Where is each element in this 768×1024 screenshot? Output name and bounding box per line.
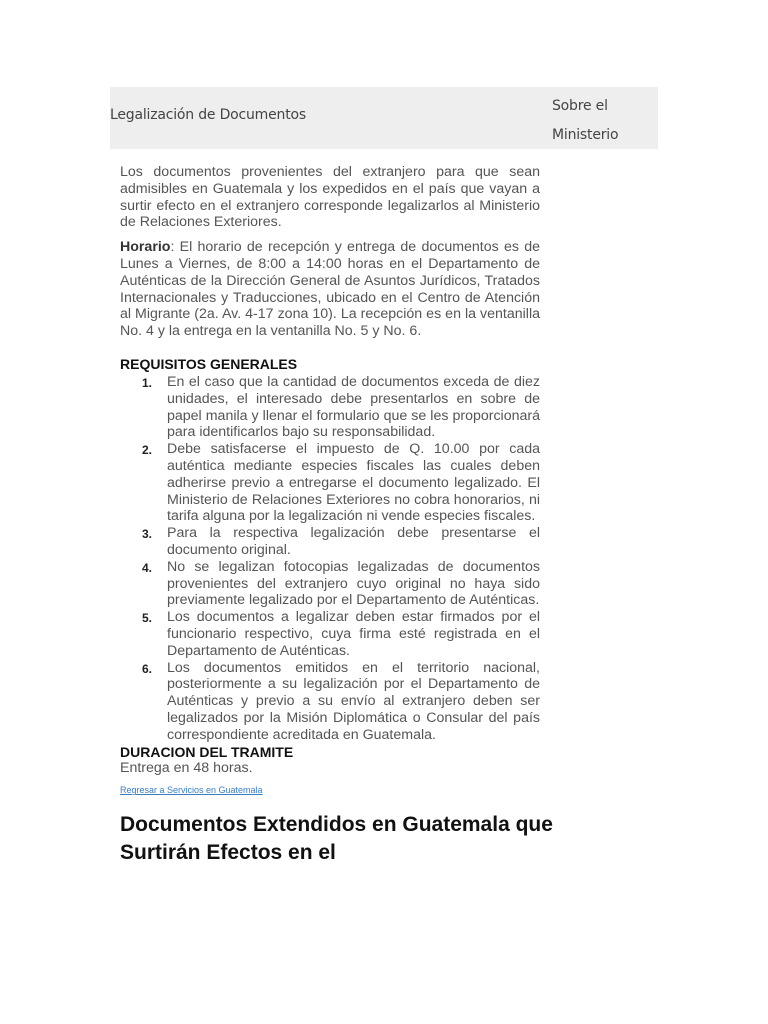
list-number: 3. — [142, 527, 153, 542]
requisitos-list — [120, 374, 540, 744]
horario-paragraph — [120, 239, 540, 340]
list-item — [120, 525, 540, 559]
header-title[interactable]: Legalización de Documentos — [110, 107, 306, 123]
list-text: Debe satisfacerse el impuesto de Q. 10.00 por cada auténtica mediante especies fiscales las cuales deben adherirse previo a entregarse el documento legalizado. El Ministerio de Relaciones Exteriores no cobra honorarios, ni tarifa alguna por la legalización ni vende especies fiscales. — [167, 441, 540, 525]
horario-text: : El horario de recepción y entrega de documentos es de Lunes a Viernes, de 8:00 a 14:00 horas en el Departamento de Auténticas de la Dirección General de Asuntos Jurídicos, Tratados Internacionales y Traducciones, ubicado en el Centro de Atención al Migrante (2a. Av. 4-17 zona 10). La recepción es en la ventanilla No. 4 y la entrega en la ventanilla No. 5 y No. 6. — [120, 239, 540, 340]
section-heading: Documentos Extendidos en Guatemala que Surtirán Efectos en el — [120, 813, 553, 865]
main-content — [120, 164, 553, 867]
list-text: No se legalizan fotocopias legalizadas de documentos provenientes del extranjero cuyo original no haya sido previamente legalizado por el Departamento de Auténticas. — [167, 558, 540, 609]
duracion-title: DURACION DEL TRAMITE — [120, 743, 294, 760]
requisitos-title: REQUISITOS GENERALES — [120, 355, 298, 372]
list-item — [120, 559, 540, 609]
intro-paragraph: Los documentos provenientes del extranjero para que sean admisibles en Guatemala y los expedidos en el país que vayan a surtir efecto en el extranjero corresponde legalizarlos al Ministerio de Relaciones Exteriores. — [120, 164, 540, 231]
list-number: 1. — [142, 375, 153, 390]
list-item — [120, 374, 540, 441]
list-number: 2. — [142, 443, 153, 458]
list-text: Los documentos emitidos en el territorio nacional, posteriormente a su legalización por el Departamento de Auténticas y previo a su envío al extranjero deben ser legalizados por la Misión Diplomática o Consular del país correspondiente acreditada en Guatemala. — [167, 659, 540, 743]
about-label-line2: Ministerio — [552, 127, 619, 143]
list-number: 5. — [142, 611, 153, 626]
list-item — [120, 609, 540, 659]
list-text: En el caso que la cantidad de documentos exceda de diez unidades, el interesado debe presentarlos en sobre de papel manila y llenar el formulario que se les proporcionará para identificarlos bajo su responsabilidad. — [167, 373, 540, 441]
horario-label: Horario — [120, 239, 171, 256]
list-number: 6. — [142, 661, 153, 676]
list-number: 4. — [142, 560, 153, 575]
list-item — [120, 660, 540, 744]
list-text: Para la respectiva legalización debe presentarse el documento original. — [167, 525, 540, 558]
back-to-services-link[interactable]: Regresar a Servicios en Guatemala — [120, 785, 263, 796]
list-text: Los documentos a legalizar deben estar firmados por el funcionario respectivo, cuya firma esté registrada en el Departamento de Auténticas. — [167, 609, 540, 659]
list-item — [120, 441, 540, 525]
about-ministry-link[interactable] — [552, 92, 652, 150]
duracion-text: Entrega en 48 horas. — [120, 759, 253, 776]
header-bar — [110, 87, 658, 149]
about-label-line1: Sobre el — [552, 98, 608, 114]
